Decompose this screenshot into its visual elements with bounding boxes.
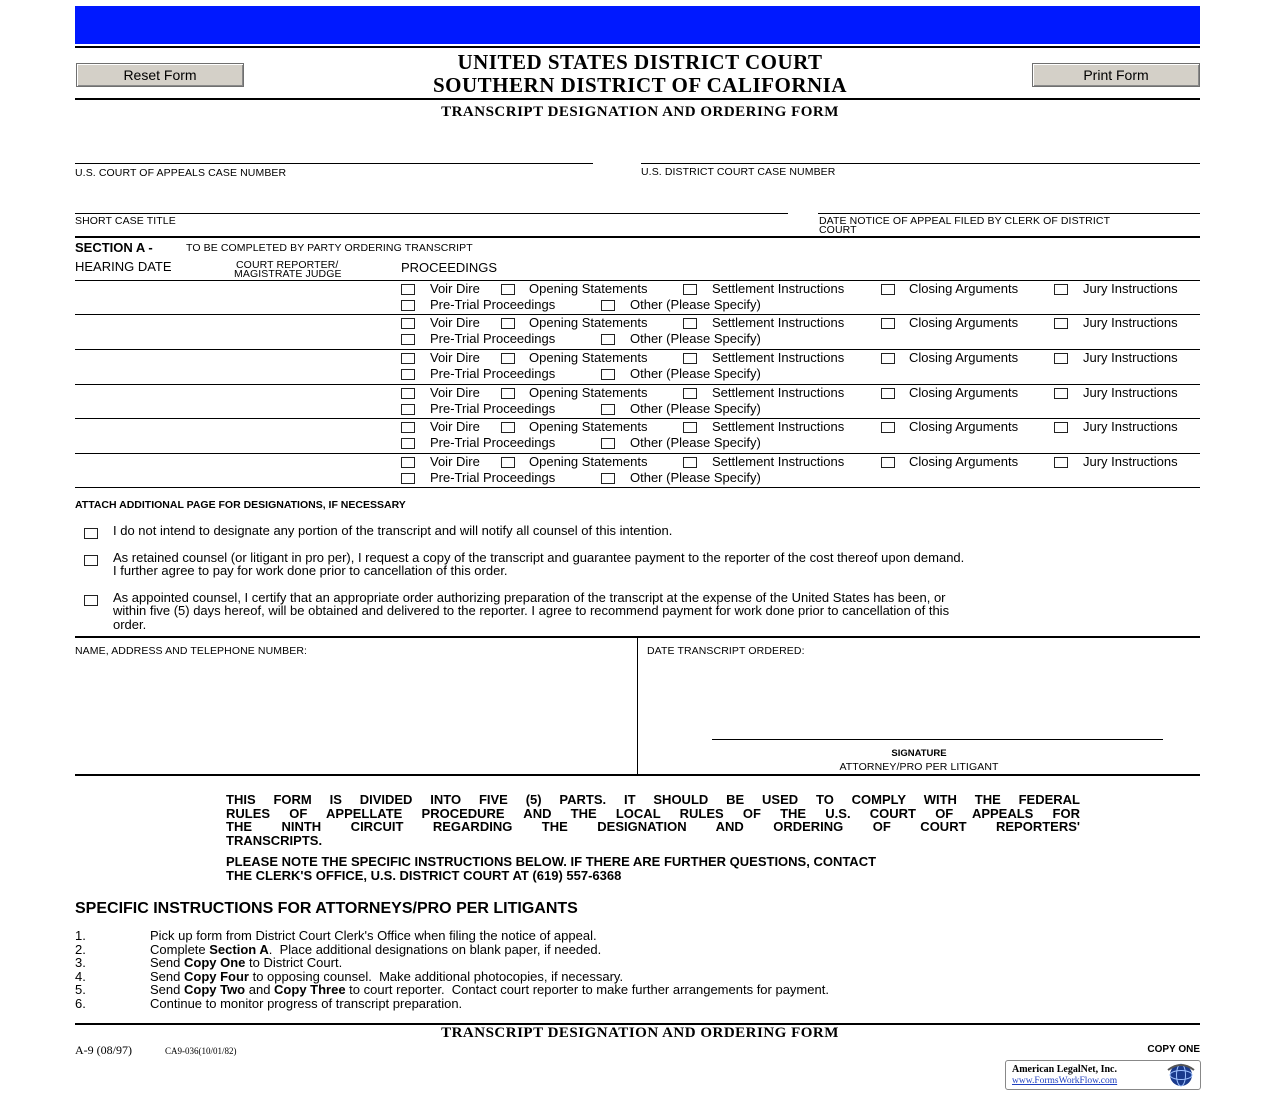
signature-line[interactable] <box>712 739 1163 740</box>
cert-retained-text-cont: I further agree to pay for work done prior to cancellation of this order. <box>113 563 508 578</box>
american-legalnet-logo[interactable] <box>1005 1060 1201 1090</box>
jury-instructions-checkbox[interactable] <box>1054 318 1068 329</box>
col-reporter-line1: COURT REPORTER/ <box>236 259 339 271</box>
voir-dire-label: Voir Dire <box>430 419 480 434</box>
voir-dire-checkbox[interactable] <box>401 422 415 433</box>
court-reporter-field[interactable] <box>230 420 390 453</box>
instructions-list <box>75 929 1175 1010</box>
hearing-date-field[interactable] <box>75 351 225 384</box>
pre-trial-proceedings-label: Pre-Trial Proceedings <box>430 297 556 312</box>
opening-statements-checkbox[interactable] <box>501 318 515 329</box>
pre-trial-proceedings-checkbox[interactable] <box>401 438 415 449</box>
closing-arguments-label: Closing Arguments <box>909 385 1019 400</box>
voir-dire-label: Voir Dire <box>430 315 480 330</box>
form-number: A-9 (08/97) <box>75 1043 132 1057</box>
settlement-instructions-checkbox[interactable] <box>683 457 697 468</box>
instruction-item <box>75 997 1175 1011</box>
opening-statements-label: Opening Statements <box>529 350 648 365</box>
pre-trial-proceedings-label: Pre-Trial Proceedings <box>430 401 556 416</box>
voir-dire-label: Voir Dire <box>430 385 480 400</box>
name-address-label: NAME, ADDRESS AND TELEPHONE NUMBER: <box>75 645 308 657</box>
other-please-specify-checkbox[interactable] <box>601 300 615 311</box>
proceedings-row <box>0 350 1275 385</box>
instruction-text: Continue to monitor progress of transcript preparation. <box>150 995 463 1011</box>
banner-rule <box>75 46 1200 48</box>
pre-trial-proceedings-checkbox[interactable] <box>401 300 415 311</box>
court-reporter-field[interactable] <box>230 455 390 487</box>
other-please-specify-label: Other (Please Specify) <box>630 435 761 450</box>
other-please-specify-label: Other (Please Specify) <box>630 331 761 346</box>
opening-statements-checkbox[interactable] <box>501 353 515 364</box>
settlement-instructions-checkbox[interactable] <box>683 318 697 329</box>
opening-statements-label: Opening Statements <box>529 385 648 400</box>
row-divider <box>75 487 1200 488</box>
voir-dire-checkbox[interactable] <box>401 353 415 364</box>
instruction-number: 2. <box>75 941 86 957</box>
instruction-text: Send Copy One to District Court. <box>150 955 343 970</box>
closing-arguments-label: Closing Arguments <box>909 419 1019 434</box>
attach-note: ATTACH ADDITIONAL PAGE FOR DESIGNATIONS, IF NECESSARY <box>75 499 406 511</box>
settlement-instructions-label: Settlement Instructions <box>712 350 845 365</box>
form-title: TRANSCRIPT DESIGNATION AND ORDERING FORM <box>441 104 839 120</box>
opening-statements-label: Opening Statements <box>529 454 648 469</box>
pre-trial-proceedings-label: Pre-Trial Proceedings <box>430 435 556 450</box>
instructions-title: SPECIFIC INSTRUCTIONS FOR ATTORNEYS/PRO PER LITIGANTS <box>75 900 578 917</box>
settlement-instructions-label: Settlement Instructions <box>712 281 845 296</box>
court-reporter-field[interactable] <box>230 282 390 314</box>
col-reporter-line2: MAGISTRATE JUDGE <box>234 268 342 280</box>
cert-appointed-text-end: order. <box>113 617 147 632</box>
pre-trial-proceedings-label: Pre-Trial Proceedings <box>430 470 556 485</box>
title-rule <box>75 98 1200 100</box>
proceedings-row <box>0 419 1275 454</box>
other-please-specify-label: Other (Please Specify) <box>630 366 761 381</box>
appeals-case-number-line[interactable] <box>75 163 593 164</box>
cert-appointed-text-cont: within five (5) days hereof, will be obtained and delivered to the reporter. I agree to recommend payment for work done prior to cancellation of this <box>113 603 950 618</box>
instruction-item <box>75 943 1175 957</box>
settlement-instructions-label: Settlement Instructions <box>712 454 845 469</box>
opening-statements-label: Opening Statements <box>529 419 648 434</box>
hearing-date-field[interactable] <box>75 386 225 418</box>
pre-trial-proceedings-checkbox[interactable] <box>401 369 415 380</box>
notice-p2-line2: THE CLERK'S OFFICE, U.S. DISTRICT COURT AT (619) 557-6368 <box>226 867 622 883</box>
logo-company-name: American LegalNet, Inc. <box>1012 1064 1117 1075</box>
jury-instructions-label: Jury Instructions <box>1083 350 1178 365</box>
jury-instructions-checkbox[interactable] <box>1054 284 1068 295</box>
section-a-subtitle: TO BE COMPLETED BY PARTY ORDERING TRANSCRIPT <box>186 242 473 254</box>
closing-arguments-checkbox[interactable] <box>881 353 895 364</box>
closing-arguments-checkbox[interactable] <box>881 284 895 295</box>
notice-p1-line4: TRANSCRIPTS. <box>226 832 323 848</box>
pre-trial-proceedings-label: Pre-Trial Proceedings <box>430 331 556 346</box>
pre-trial-proceedings-checkbox[interactable] <box>401 404 415 415</box>
contact-bottom-rule <box>75 774 1200 776</box>
voir-dire-checkbox[interactable] <box>401 457 415 468</box>
instruction-text: Send Copy Four to opposing counsel. Make additional photocopies, if necessary. <box>150 968 624 984</box>
instruction-text: Complete Section A. Place additional designations on blank paper, if needed. <box>150 941 602 957</box>
settlement-instructions-checkbox[interactable] <box>683 284 697 295</box>
court-reporter-field[interactable] <box>230 351 390 384</box>
date-notice-label: DATE NOTICE OF APPEAL FILED BY CLERK OF DISTRICT <box>819 215 1111 227</box>
proceedings-row <box>0 385 1275 419</box>
opening-statements-label: Opening Statements <box>529 315 648 330</box>
proceedings-row <box>0 454 1275 488</box>
settlement-instructions-checkbox[interactable] <box>683 388 697 399</box>
cert-no-designation-checkbox[interactable] <box>84 528 98 539</box>
notice-paragraph-2 <box>226 855 1080 882</box>
section-a-title: SECTION A - <box>75 240 153 255</box>
cert-no-designation-text: I do not intend to designate any portion of the transcript and will notify all counsel of this intention. <box>113 523 673 538</box>
jury-instructions-checkbox[interactable] <box>1054 422 1068 433</box>
voir-dire-label: Voir Dire <box>430 350 480 365</box>
court-name: UNITED STATES DISTRICT COURT <box>457 50 823 74</box>
instruction-number: 3. <box>75 955 86 970</box>
other-please-specify-checkbox[interactable] <box>601 473 615 484</box>
other-please-specify-checkbox[interactable] <box>601 334 615 345</box>
signature-label: SIGNATURE <box>891 748 947 759</box>
jury-instructions-label: Jury Instructions <box>1083 385 1178 400</box>
instruction-text: Send Copy Two and Copy Three to court reporter. Contact court reporter to make further arrangements for payment. <box>150 982 829 997</box>
hearing-date-field[interactable] <box>75 455 225 487</box>
closing-arguments-label: Closing Arguments <box>909 350 1019 365</box>
jury-instructions-checkbox[interactable] <box>1054 353 1068 364</box>
court-district: SOUTHERN DISTRICT OF CALIFORNIA <box>433 73 847 97</box>
instruction-item <box>75 929 1175 943</box>
appeals-case-number-label: U.S. COURT OF APPEALS CASE NUMBER <box>75 167 287 179</box>
notice-p2-line1: PLEASE NOTE THE SPECIFIC INSTRUCTIONS BELOW. IF THERE ARE FURTHER QUESTIONS, CONTACT <box>226 854 877 869</box>
closing-arguments-label: Closing Arguments <box>909 281 1019 296</box>
instruction-number: 1. <box>75 928 86 943</box>
hearing-date-field[interactable] <box>75 316 225 349</box>
contact-divider <box>637 637 638 775</box>
jury-instructions-checkbox[interactable] <box>1054 388 1068 399</box>
attorney-label: ATTORNEY/PRO PER LITIGANT <box>839 761 999 773</box>
district-case-number-line[interactable] <box>641 163 1200 164</box>
jury-instructions-checkbox[interactable] <box>1054 457 1068 468</box>
other-please-specify-label: Other (Please Specify) <box>630 401 761 416</box>
opening-statements-label: Opening Statements <box>529 281 648 296</box>
settlement-instructions-checkbox[interactable] <box>683 422 697 433</box>
cert-retained-text: As retained counsel (or litigant in pro per), I request a copy of the transcript and guarantee payment to the reporter of the cost thereof upon demand. <box>113 550 965 565</box>
closing-arguments-checkbox[interactable] <box>881 457 895 468</box>
cert-appointed-text: As appointed counsel, I certify that an appropriate order authorizing preparation of the transcript at the expense of the United States has been, or <box>113 590 946 605</box>
proceedings-row <box>0 315 1275 350</box>
notice-p1-line3: THE NINTH CIRCUIT REGARDING THE DESIGNATION AND ORDERING OF COURT REPORTERS' <box>226 819 1080 834</box>
closing-arguments-checkbox[interactable] <box>881 318 895 329</box>
other-please-specify-label: Other (Please Specify) <box>630 297 761 312</box>
date-notice-label-cont: COURT <box>819 224 857 236</box>
notice-paragraph-1 <box>226 793 1080 847</box>
instruction-item <box>75 956 1175 970</box>
jury-instructions-label: Jury Instructions <box>1083 315 1178 330</box>
hearing-date-field[interactable] <box>75 420 225 453</box>
settlement-instructions-checkbox[interactable] <box>683 353 697 364</box>
voir-dire-label: Voir Dire <box>430 281 480 296</box>
logo-url[interactable]: www.FormsWorkFlow.com <box>1012 1076 1118 1086</box>
other-please-specify-label: Other (Please Specify) <box>630 470 761 485</box>
footer-form-title: TRANSCRIPT DESIGNATION AND ORDERING FORM <box>441 1025 839 1041</box>
notice-p1-line2: RULES OF APPELLATE PROCEDURE AND THE LOCAL RULES OF THE U.S. COURT OF APPEALS FOR <box>226 805 1080 821</box>
other-please-specify-checkbox[interactable] <box>601 404 615 415</box>
court-reporter-field[interactable] <box>230 316 390 349</box>
pre-trial-proceedings-checkbox[interactable] <box>401 334 415 345</box>
col-hearing-date: HEARING DATE <box>75 259 172 274</box>
cert-appointed-checkbox[interactable] <box>84 595 98 606</box>
closing-arguments-label: Closing Arguments <box>909 454 1019 469</box>
voir-dire-label: Voir Dire <box>430 454 480 469</box>
short-case-title-line[interactable] <box>75 213 788 214</box>
copy-label: COPY ONE <box>1147 1044 1200 1055</box>
closing-arguments-label: Closing Arguments <box>909 315 1019 330</box>
settlement-instructions-label: Settlement Instructions <box>712 419 845 434</box>
court-reporter-field[interactable] <box>230 386 390 418</box>
print-form-button[interactable]: Print Form <box>1032 63 1200 87</box>
pre-trial-proceedings-checkbox[interactable] <box>401 473 415 484</box>
section-a-rule <box>75 236 1200 238</box>
instruction-number: 4. <box>75 968 86 984</box>
notice-p1-line1: THIS FORM IS DIVIDED INTO FIVE (5) PARTS. IT SHOULD BE USED TO COMPLY WITH THE FEDERAL <box>226 792 1080 807</box>
opening-statements-checkbox[interactable] <box>501 284 515 295</box>
other-please-specify-checkbox[interactable] <box>601 369 615 380</box>
voir-dire-checkbox[interactable] <box>401 388 415 399</box>
closing-arguments-checkbox[interactable] <box>881 422 895 433</box>
globe-icon <box>1163 1062 1199 1088</box>
name-address-field[interactable] <box>75 660 633 770</box>
jury-instructions-label: Jury Instructions <box>1083 281 1178 296</box>
hearing-date-field[interactable] <box>75 282 225 314</box>
header-banner <box>75 6 1200 44</box>
jury-instructions-label: Jury Instructions <box>1083 454 1178 469</box>
instruction-number: 5. <box>75 982 86 997</box>
short-case-title-label: SHORT CASE TITLE <box>75 215 176 227</box>
opening-statements-checkbox[interactable] <box>501 457 515 468</box>
proceedings-row <box>0 281 1275 315</box>
jury-instructions-label: Jury Instructions <box>1083 419 1178 434</box>
voir-dire-checkbox[interactable] <box>401 284 415 295</box>
date-ordered-label: DATE TRANSCRIPT ORDERED: <box>647 645 805 657</box>
date-notice-line[interactable] <box>818 213 1200 214</box>
closing-arguments-checkbox[interactable] <box>881 388 895 399</box>
instruction-item <box>75 983 1175 997</box>
settlement-instructions-label: Settlement Instructions <box>712 385 845 400</box>
instruction-number: 6. <box>75 995 86 1011</box>
pre-trial-proceedings-label: Pre-Trial Proceedings <box>430 366 556 381</box>
instruction-text: Pick up form from District Court Clerk's Office when filing the notice of appeal. <box>150 928 597 943</box>
reset-form-button[interactable]: Reset Form <box>76 63 244 87</box>
district-case-number-label: U.S. DISTRICT COURT CASE NUMBER <box>641 166 836 178</box>
cert-retained-checkbox[interactable] <box>84 555 98 566</box>
col-proceedings: PROCEEDINGS <box>401 260 498 275</box>
opening-statements-checkbox[interactable] <box>501 388 515 399</box>
ca-number: CA9-036(10/01/82) <box>165 1046 237 1056</box>
instruction-item <box>75 970 1175 984</box>
other-please-specify-checkbox[interactable] <box>601 438 615 449</box>
settlement-instructions-label: Settlement Instructions <box>712 315 845 330</box>
voir-dire-checkbox[interactable] <box>401 318 415 329</box>
opening-statements-checkbox[interactable] <box>501 422 515 433</box>
